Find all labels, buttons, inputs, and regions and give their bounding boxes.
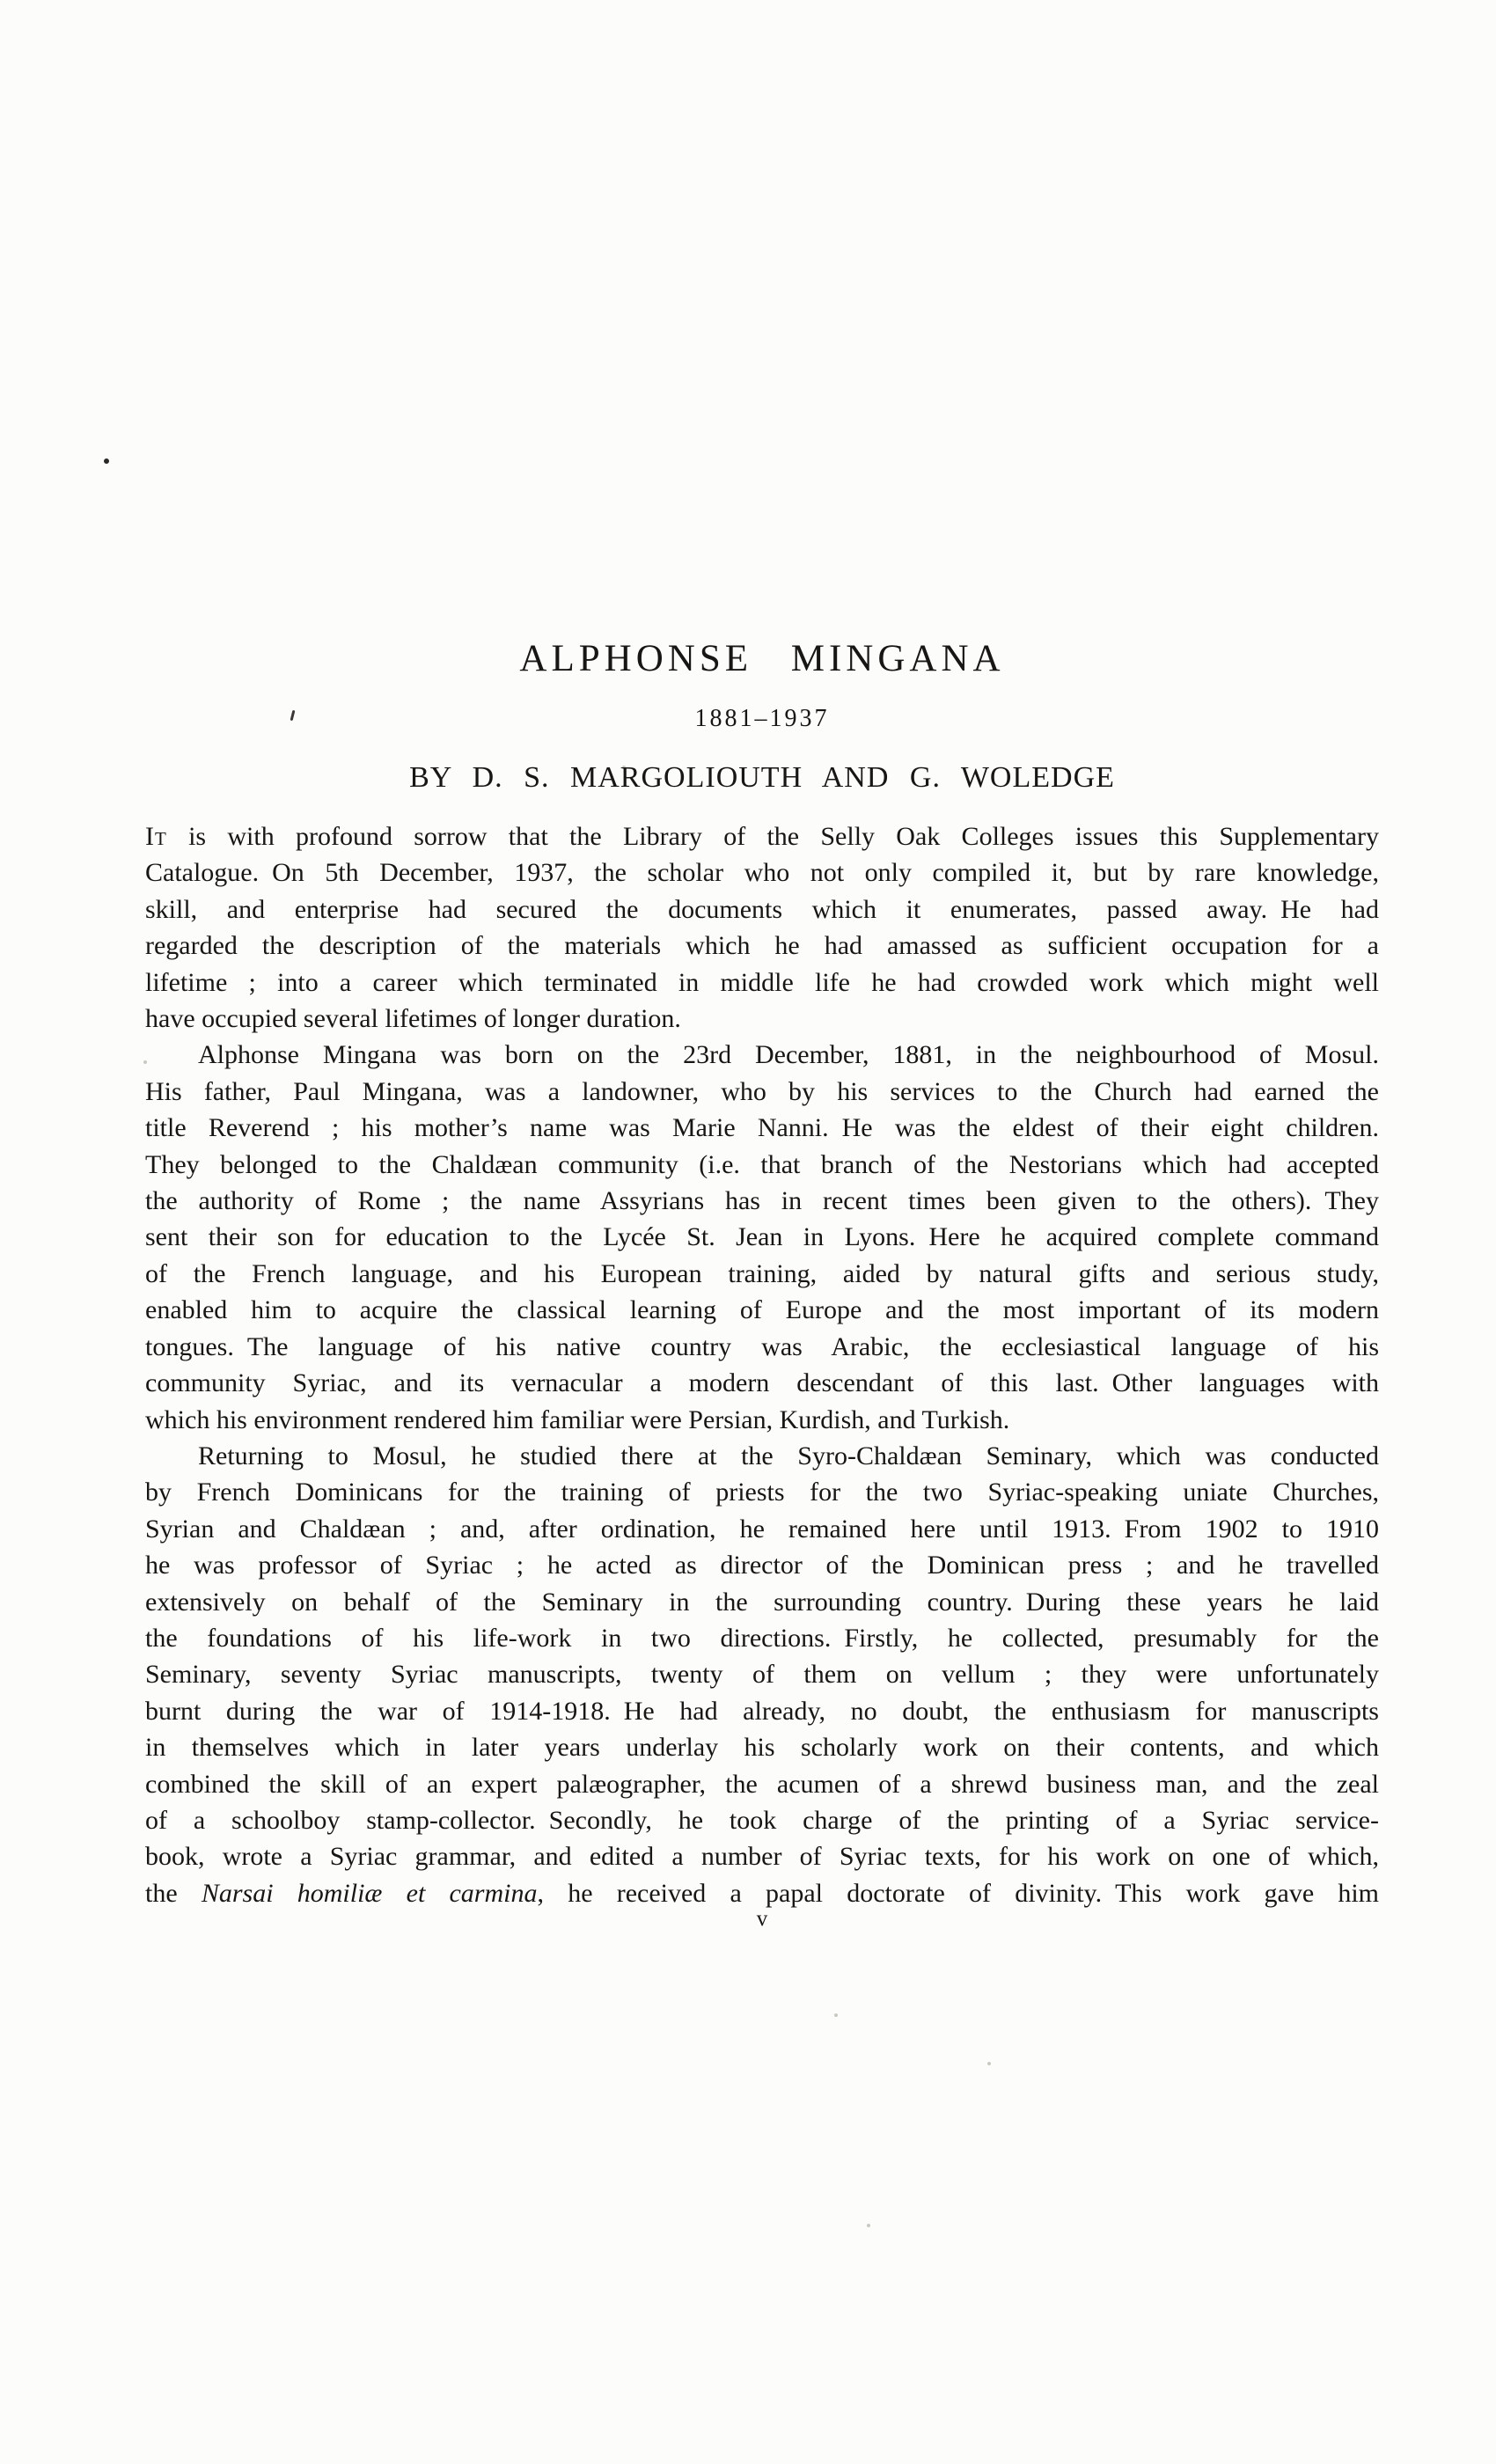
text-line: His father, Paul Mingana, was a landowner, who by his services to the Church had earned the — [145, 1076, 1379, 1106]
paragraph — [145, 1438, 1379, 1911]
text-line: lifetime ; into a career which terminated in middle life he had crowded work which might well — [145, 967, 1379, 997]
text-line: Catalogue. On 5th December, 1937, the scholar who not only compiled it, but by rare knowledge, — [145, 858, 1379, 888]
text-line: combined the skill of an expert palæographer, the acumen of a shrewd business man, and the zeal — [145, 1769, 1379, 1799]
page-number: v — [756, 1907, 768, 1931]
text-line: skill, and enterprise had secured the documents which it enumerates, passed away. He had — [145, 894, 1379, 924]
text-line: enabled him to acquire the classical learning of Europe and the most important of its modern — [145, 1295, 1379, 1325]
text-line: book, wrote a Syriac grammar, and edited a number of Syriac texts, for his work on one of which, — [145, 1842, 1379, 1872]
body-text — [145, 818, 1379, 1911]
byline: BY D. S. MARGOLIOUTH AND G. WOLEDGE — [409, 761, 1115, 794]
scan-artifact-speck — [834, 2013, 838, 2017]
text-line: They belonged to the Chaldæan community (i.e. that branch of the Nestorians which had accepted — [145, 1149, 1379, 1179]
text-line: Returning to Mosul, he studied there at the Syro-Chaldæan Seminary, which was conducted — [198, 1441, 1379, 1470]
scan-artifact-dot — [104, 458, 109, 464]
text-line: in themselves which in later years underlay his scholarly work on their contents, and which — [145, 1733, 1379, 1763]
text-line: he was professor of Syriac ; he acted as director of the Dominican press ; and he travelled — [145, 1551, 1379, 1580]
text-line: burnt during the war of 1914-1918. He had already, no doubt, the enthusiasm for manuscripts — [145, 1696, 1379, 1726]
scan-artifact-speck — [867, 2224, 870, 2227]
text-line: extensively on behalf of the Seminary in the surrounding country. During these years he laid — [145, 1587, 1379, 1617]
text-line: of the French language, and his European training, aided by natural gifts and serious study, — [145, 1258, 1379, 1288]
text-line: have occupied several lifetimes of longer duration. — [145, 1004, 681, 1034]
text-line: It is with profound sorrow that the Library of the Selly Oak Colleges issues this Supplementary — [145, 822, 1379, 851]
text-line: Seminary, seventy Syriac manuscripts, twenty of them on vellum ; they were unfortunately — [145, 1660, 1379, 1690]
paragraph — [145, 818, 1379, 1037]
text-line: Syrian and Chaldæan ; and, after ordination, he remained here until 1913. From 1902 to 1910 — [145, 1514, 1379, 1544]
scan-artifact-speck — [987, 2062, 991, 2065]
text-line: which his environment rendered him familiar were Persian, Kurdish, and Turkish. — [145, 1404, 1010, 1434]
text-line: title Reverend ; his mother’s name was Marie Nanni. He was the eldest of their eight children. — [145, 1113, 1379, 1143]
text-line: the authority of Rome ; the name Assyrians has in recent times been given to the others). They — [145, 1186, 1379, 1216]
text-line: by French Dominicans for the training of priests for the two Syriac-speaking uniate Churches, — [145, 1478, 1379, 1507]
text-line: sent their son for education to the Lycée St. Jean in Lyons. Here he acquired complete command — [145, 1222, 1379, 1252]
text-line: Alphonse Mingana was born on the 23rd December, 1881, in the neighbourhood of Mosul. — [198, 1040, 1379, 1070]
page-title: ALPHONSE MINGANA — [519, 638, 1005, 679]
text-line: community Syriac, and its vernacular a modern descendant of this last. Other languages with — [145, 1368, 1379, 1398]
paragraph — [145, 1037, 1379, 1437]
text-line: the Narsai homiliæ et carmina, he received a papal doctorate of divinity. This work gave him — [145, 1878, 1380, 1908]
text-line: tongues. The language of his native country was Arabic, the ecclesiastical language of his — [145, 1331, 1379, 1361]
text-line: of a schoolboy stamp-collector. Secondly, he took charge of the printing of a Syriac service- — [145, 1805, 1379, 1835]
text-line: regarded the description of the materials which he had amassed as sufficient occupation for a — [145, 931, 1379, 961]
text-line: the foundations of his life-work in two directions. Firstly, he collected, presumably for the — [145, 1623, 1379, 1653]
life-dates: 1881–1937 — [694, 705, 830, 732]
